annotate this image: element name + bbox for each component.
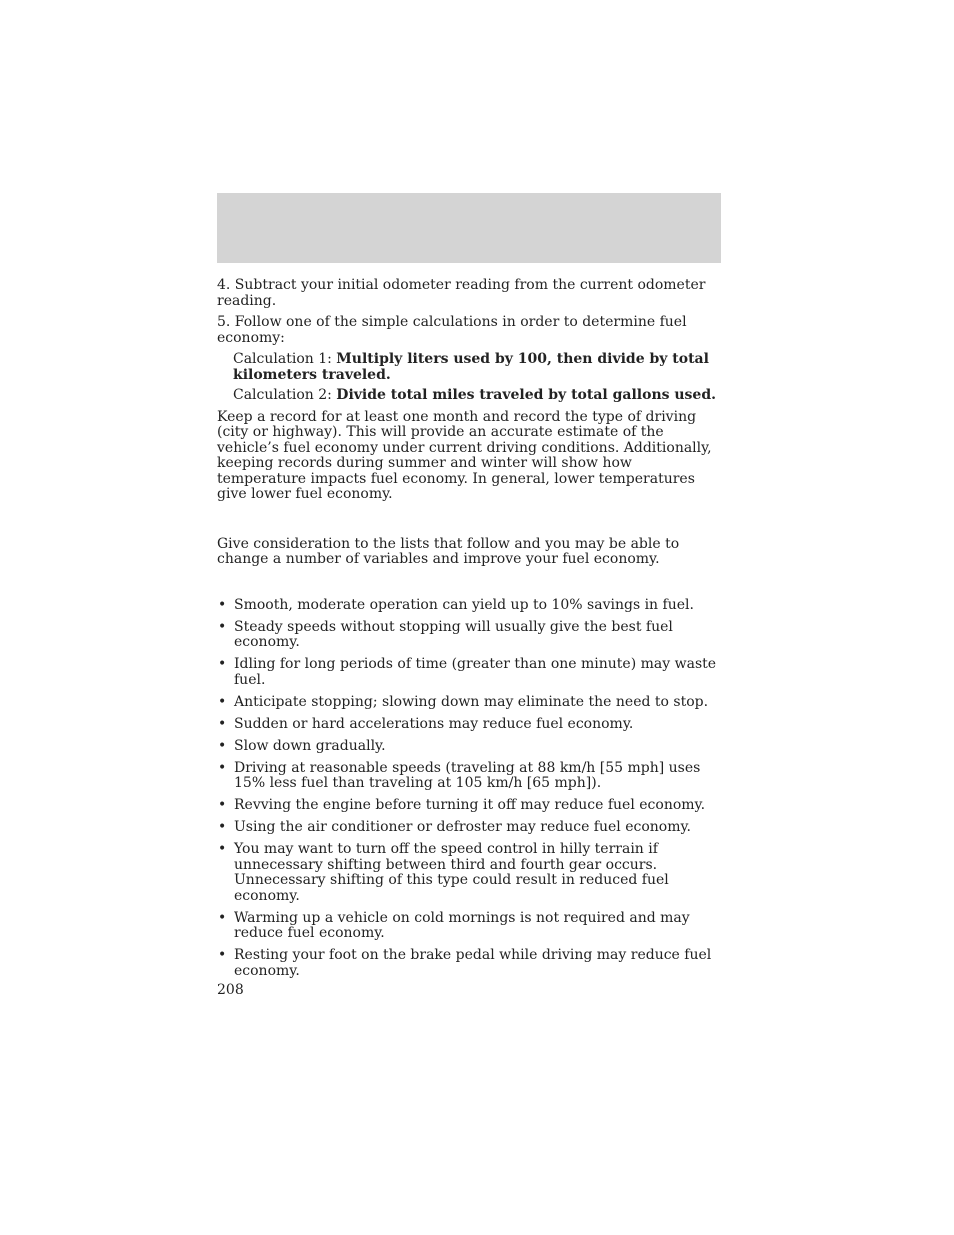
- step-4: 4. Subtract your initial odometer reading from the current odometer reading.: [217, 277, 706, 309]
- tip-text: Steady speeds without stopping will usually give the best fuel economy.: [234, 618, 673, 650]
- tips-list: [217, 598, 721, 980]
- calculation-2-label: Calculation 2:: [233, 387, 337, 403]
- calculation-2: [217, 388, 721, 404]
- tip-text: Slow down gradually.: [234, 737, 386, 754]
- list-item: [217, 820, 721, 836]
- page-number: 208: [217, 982, 244, 998]
- bullet-icon: •: [218, 715, 227, 732]
- list-item: [217, 620, 721, 651]
- tip-text: Idling for long periods of time (greater than one minute) may waste fuel.: [234, 656, 717, 688]
- record-paragraph: Keep a record for at least one month and record the type of driving (city or highway). This will provide an accurate estimate of the vehicle’s fuel economy under current driving conditions. Additionally, keeping records during summer and winter will show how temperature impacts fuel economy. In general, lower temperatures give lower fuel economy.: [217, 408, 712, 502]
- list-item: [217, 598, 721, 614]
- step-5: 5. Follow one of the simple calculations in order to determine fuel economy:: [217, 314, 687, 346]
- page-content: [217, 278, 721, 986]
- intro-paragraph: Give consideration to the lists that follow and you may be able to change a number of variables and improve your fuel economy.: [217, 535, 680, 567]
- bullet-icon: •: [218, 947, 227, 963]
- tip-text: Resting your foot on the brake pedal while driving may reduce fuel economy.: [234, 947, 712, 979]
- bullet-icon: •: [218, 693, 227, 710]
- list-item: [217, 842, 721, 904]
- bullet-icon: •: [218, 841, 227, 857]
- section-header-band: [217, 193, 721, 263]
- bullet-icon: •: [218, 797, 227, 813]
- tip-text: Anticipate stopping; slowing down may eliminate the need to stop.: [234, 693, 709, 710]
- list-item: [217, 739, 721, 755]
- tip-text: Using the air conditioner or defroster may reduce fuel economy.: [234, 819, 691, 835]
- tip-text: Warming up a vehicle on cold mornings is not required and may reduce fuel economy.: [234, 909, 690, 941]
- tip-text: You may want to turn off the speed control in hilly terrain if unnecessary shifting between third and fourth gear occurs. Unnecessary shifting of this type could result in reduced fuel economy.: [234, 841, 669, 904]
- bullet-icon: •: [218, 819, 227, 835]
- tip-text: Driving at reasonable speeds (traveling at 88 km/h [55 mph] uses 15% less fuel than traveling at 105 km/h [65 mph]).: [234, 759, 701, 791]
- list-item: [217, 717, 721, 733]
- tip-text: Smooth, moderate operation can yield up to 10% savings in fuel.: [234, 596, 694, 613]
- bullet-icon: •: [218, 759, 227, 776]
- tip-text: Revving the engine before turning it off may reduce fuel economy.: [234, 797, 706, 813]
- bullet-icon: •: [218, 909, 227, 926]
- calculation-1: [217, 352, 721, 383]
- calculation-1-label: Calculation 1:: [233, 351, 337, 367]
- tip-text: Sudden or hard accelerations may reduce fuel economy.: [234, 715, 634, 732]
- bullet-icon: •: [218, 618, 227, 635]
- list-item: [217, 657, 721, 688]
- list-item: [217, 911, 721, 942]
- list-item: [217, 695, 721, 711]
- list-item: [217, 948, 721, 979]
- calculation-2-text: Divide total miles traveled by total gallons used.: [336, 387, 717, 403]
- calculation-1-text: Multiply liters used by 100, then divide by total kilometers traveled.: [233, 351, 709, 383]
- list-item: [217, 798, 721, 814]
- bullet-icon: •: [218, 656, 227, 672]
- bullet-icon: •: [218, 596, 227, 613]
- bullet-icon: •: [218, 737, 227, 754]
- list-item: [217, 761, 721, 792]
